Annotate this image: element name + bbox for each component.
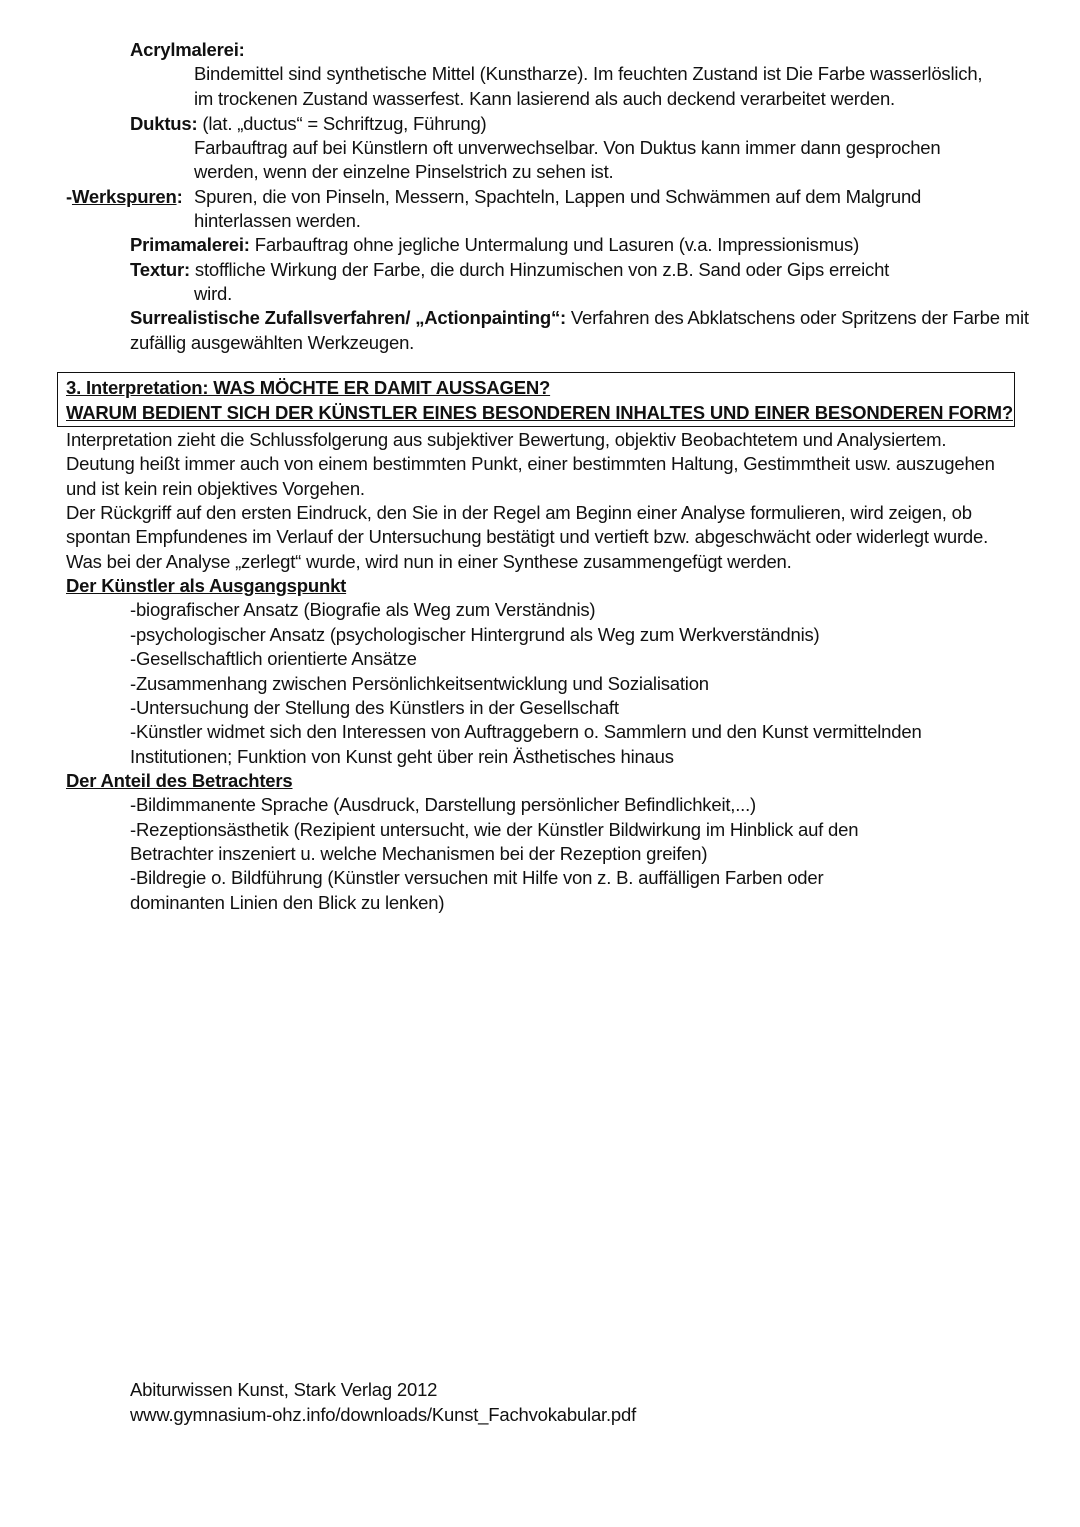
term-werkspuren xyxy=(66,185,183,209)
textur-text-line-1: stoffliche Wirkung der Farbe, die durch Hinzumischen von z.B. Sand oder Gips erreicht xyxy=(194,259,890,280)
textur-line xyxy=(130,258,889,282)
kuenstler-item-3: -Gesellschaftlich orientierte Ansätze xyxy=(130,648,417,669)
kuenstler-item-2: -psychologischer Ansatz (psychologischer Hintergrund als Weg zum Werkverständnis) xyxy=(130,624,820,645)
source-book: Abiturwissen Kunst, Stark Verlag 2012 xyxy=(130,1379,438,1400)
betrachter-item-3-cont: dominanten Linien den Blick zu lenken) xyxy=(130,892,445,913)
term-surreal: Surrealistische Zufallsverfahren/ „Actionpainting“: xyxy=(130,307,566,328)
intro-line-1: Interpretation zieht die Schlussfolgerung aus subjektiver Bewertung, objektiv Beobachtetem und Analysiertem. xyxy=(66,429,947,450)
acryl-text-line-1: Bindemittel sind synthetische Mittel (Kunstharze). Im feuchten Zustand ist Die Farbe wasserlöslich, xyxy=(194,63,983,84)
surreal-line xyxy=(130,306,1029,330)
textur-text-line-2: wird. xyxy=(194,283,233,304)
kuenstler-item-1: -biografischer Ansatz (Biografie als Weg zum Verständnis) xyxy=(130,599,596,620)
kuenstler-item-6: -Künstler widmet sich den Interessen von Auftraggebern o. Sammlern und den Kunst vermittelnden xyxy=(130,721,922,742)
betrachter-item-2-cont: Betrachter inszeniert u. welche Mechanismen bei der Rezeption greifen) xyxy=(130,843,708,864)
intro-line-3: und ist kein rein objektives Vorgehen. xyxy=(66,478,365,499)
surreal-text-line-2: zufällig ausgewählten Werkzeugen. xyxy=(130,332,415,353)
primamalerei-text: Farbauftrag ohne jegliche Untermalung und Lasuren (v.a. Impressionismus) xyxy=(254,234,860,255)
werkspuren-text-line-1: Spuren, die von Pinseln, Messern, Spachteln, Lappen und Schwämmen auf dem Malgrund xyxy=(194,186,922,207)
intro-line-2: Deutung heißt immer auch von einem bestimmten Punkt, einer bestimmten Haltung, Gestimmtheit usw. auszugehen xyxy=(66,453,995,474)
kuenstler-item-4: -Zusammenhang zwischen Persönlichkeitsentwicklung und Sozialisation xyxy=(130,673,709,694)
intro-line-4: Der Rückgriff auf den ersten Eindruck, den Sie in der Regel am Beginn einer Analyse formulieren, wird zeigen, ob xyxy=(66,502,972,523)
section-heading-kuenstler: Der Künstler als Ausgangspunkt xyxy=(66,575,347,596)
term-acrylmalerei: Acrylmalerei: xyxy=(130,39,245,60)
intro-line-5: spontan Empfundenes im Verlauf der Untersuchung bestätigt und vertieft bzw. abgeschwächt oder widerlegt wurde. xyxy=(66,526,989,547)
werkspuren-dash: - xyxy=(66,186,72,207)
duktus-text-line-2: werden, wenn der einzelne Pinselstrich zu sehen ist. xyxy=(194,161,614,182)
duktus-line xyxy=(130,112,487,136)
betrachter-item-3: -Bildregie o. Bildführung (Künstler versuchen mit Hilfe von z. B. auffälligen Farben oder xyxy=(130,867,824,888)
werkspuren-colon: : xyxy=(176,186,183,207)
betrachter-item-1: -Bildimmanente Sprache (Ausdruck, Darstellung persönlicher Befindlichkeit,...) xyxy=(130,794,757,815)
duktus-etymology: (lat. „ductus“ = Schriftzug, Führung) xyxy=(202,113,487,134)
acryl-text-line-2: im trockenen Zustand wasserfest. Kann lasierend als auch deckend verarbeitet werden. xyxy=(194,88,895,109)
kuenstler-item-6-cont: Institutionen; Funktion von Kunst geht über rein Ästhetisches hinaus xyxy=(130,746,674,767)
betrachter-item-2: -Rezeptionsästhetik (Rezipient untersucht, wie der Künstler Bildwirkung im Hinblick auf den xyxy=(130,819,859,840)
primamalerei-line xyxy=(130,233,859,257)
interpretation-heading-line-2: WARUM BEDIENT SICH DER KÜNSTLER EINES BESONDEREN INHALTES UND EINER BESONDEREN FORM? xyxy=(66,402,1013,423)
interpretation-heading-line-1: 3. Interpretation: WAS MÖCHTE ER DAMIT AUSSAGEN? xyxy=(66,377,551,398)
intro-line-6: Was bei der Analyse „zerlegt“ wurde, wird nun in einer Synthese zusammengefügt werden. xyxy=(66,551,792,572)
kuenstler-item-5: -Untersuchung der Stellung des Künstlers in der Gesellschaft xyxy=(130,697,619,718)
werkspuren-label: Werkspuren xyxy=(71,186,177,207)
section-heading-betrachter: Der Anteil des Betrachters xyxy=(66,770,293,791)
term-duktus: Duktus: xyxy=(130,113,198,134)
term-textur: Textur: xyxy=(130,259,190,280)
duktus-text-line-1: Farbauftrag auf bei Künstlern oft unverwechselbar. Von Duktus kann immer dann gesprochen xyxy=(194,137,941,158)
surreal-text-line-1: Verfahren des Abklatschens oder Spritzens der Farbe mit xyxy=(570,307,1029,328)
term-primamalerei: Primamalerei: xyxy=(130,234,250,255)
source-url: www.gymnasium-ohz.info/downloads/Kunst_Fachvokabular.pdf xyxy=(130,1404,637,1425)
werkspuren-text-line-2: hinterlassen werden. xyxy=(194,210,361,231)
